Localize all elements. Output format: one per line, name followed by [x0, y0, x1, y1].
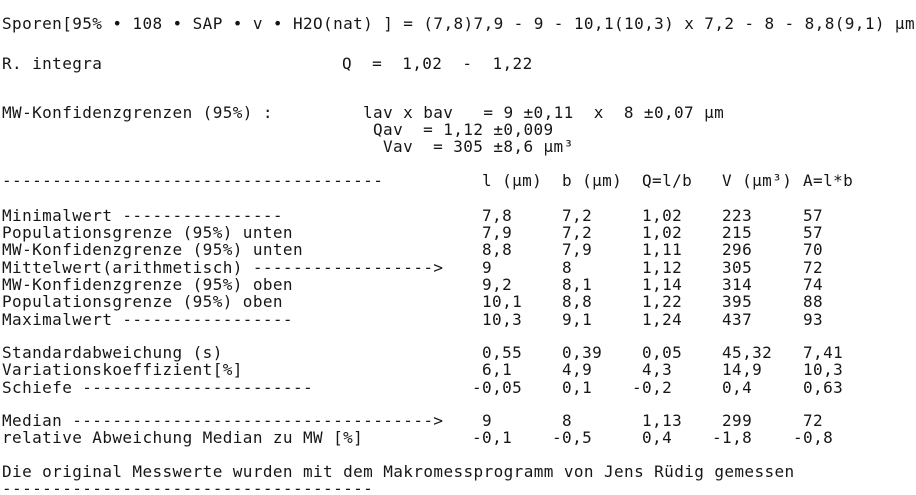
confidence-label: MW-Konfidenzgrenzen (95%) :: [2, 103, 273, 122]
cell-a: 7,41: [803, 343, 844, 362]
row-label: Standardabweichung (s): [2, 343, 223, 362]
cell-q: 1,22: [642, 292, 683, 311]
column-header-a: A=l*b: [803, 171, 854, 190]
table-row: [2, 428, 916, 446]
cell-l: 7,9: [482, 223, 513, 242]
cell-v: 395: [722, 292, 753, 311]
table-row-median: [2, 411, 916, 429]
cell-q: 1,02: [642, 223, 683, 242]
cell-v: 437: [722, 310, 753, 329]
vav-line: [2, 137, 916, 155]
cell-b: 0,39: [562, 343, 603, 362]
cell-b: 4,9: [562, 360, 593, 379]
table-header-row: [2, 171, 916, 189]
cell-b: 8,1: [562, 275, 593, 294]
cell-b: 8: [562, 258, 573, 277]
column-header-v: V (µm³): [722, 171, 793, 190]
column-header-l: l (µm): [482, 171, 543, 190]
cell-v: -1,8: [712, 428, 753, 447]
cell-q: -0,2: [632, 378, 673, 397]
row-label: Median ------------------------------------>: [2, 411, 444, 430]
cell-b: 7,2: [562, 206, 593, 225]
cell-q: 1,12: [642, 258, 683, 277]
confidence-line: [2, 103, 916, 121]
row-label: Schiefe -----------------------: [2, 378, 314, 397]
spore-dimension-summary: Sporen[95% • 108 • SAP • v • H2O(nat) ] = (7,8)7,9 - 9 - 10,1(10,3) x 7,2 - 8 - 8,8(9,1) µm: [2, 14, 915, 33]
cell-b: 7,9: [562, 240, 593, 259]
cell-v: 223: [722, 206, 753, 225]
cell-q: 1,13: [642, 411, 683, 430]
footer-line: [2, 462, 916, 480]
row-label: Mittelwert(arithmetisch) ------------------>: [2, 258, 444, 277]
cell-b: -0,5: [552, 428, 593, 447]
cell-q: 1,02: [642, 206, 683, 225]
column-header-b: b (µm): [562, 171, 623, 190]
cell-a: 57: [803, 223, 824, 242]
table-separator-top: --------------------------------------: [2, 171, 384, 190]
cell-l: 10,3: [482, 310, 523, 329]
cell-q: 4,3: [642, 360, 673, 379]
row-label: Minimalwert ----------------: [2, 206, 283, 225]
table-row: [2, 378, 916, 396]
cell-l: 0,55: [482, 343, 523, 362]
cell-a: 72: [803, 411, 824, 430]
cell-a: -0,8: [793, 428, 834, 447]
table-row: [2, 240, 916, 258]
row-label: Variationskoeffizient[%]: [2, 360, 243, 379]
cell-q: 1,11: [642, 240, 683, 259]
cell-l: 10,1: [482, 292, 523, 311]
lav-bav-value: lav x bav = 9 ±0,11 x 8 ±0,07 µm: [363, 103, 725, 122]
table-row: [2, 310, 916, 328]
bottom-separator-line: [2, 479, 916, 495]
table-row-mean: [2, 258, 916, 276]
cell-v: 305: [722, 258, 753, 277]
cell-b: 0,1: [562, 378, 593, 397]
vav-value: Vav = 305 ±8,6 µm³: [383, 137, 574, 156]
qav-value: Qav = 1,12 ±0,009: [373, 120, 554, 139]
cell-v: 296: [722, 240, 753, 259]
cell-v: 0,4: [722, 378, 753, 397]
table-row: [2, 223, 916, 241]
cell-a: 10,3: [803, 360, 844, 379]
cell-l: 7,8: [482, 206, 513, 225]
cell-a: 88: [803, 292, 824, 311]
cell-l: 8,8: [482, 240, 513, 259]
cell-a: 70: [803, 240, 824, 259]
cell-l: -0,05: [472, 378, 523, 397]
table-row: [2, 206, 916, 224]
table-row: [2, 360, 916, 378]
row-label: Populationsgrenze (95%) unten: [2, 223, 293, 242]
cell-v: 14,9: [722, 360, 763, 379]
cell-q: 0,05: [642, 343, 683, 362]
table-row: [2, 292, 916, 310]
cell-v: 299: [722, 411, 753, 430]
cell-a: 93: [803, 310, 824, 329]
cell-v: 215: [722, 223, 753, 242]
cell-a: 57: [803, 206, 824, 225]
table-row: [2, 343, 916, 361]
species-line: [2, 54, 916, 72]
qav-line: [2, 120, 916, 138]
cell-q: 1,14: [642, 275, 683, 294]
cell-a: 72: [803, 258, 824, 277]
cell-a: 74: [803, 275, 824, 294]
row-label: Maximalwert -----------------: [2, 310, 293, 329]
cell-b: 7,2: [562, 223, 593, 242]
cell-q: 1,24: [642, 310, 683, 329]
row-label: MW-Konfidenzgrenze (95%) unten: [2, 240, 303, 259]
column-header-q: Q=l/b: [642, 171, 693, 190]
cell-v: 45,32: [722, 343, 773, 362]
row-label: MW-Konfidenzgrenze (95%) oben: [2, 275, 293, 294]
measurement-source-note: Die original Messwerte wurden mit dem Makromessprogramm von Jens Rüdig gemessen: [2, 462, 795, 481]
table-row: [2, 275, 916, 293]
row-label: relative Abweichung Median zu MW [%]: [2, 428, 364, 447]
species-name: R. integra: [2, 54, 103, 73]
cell-a: 0,63: [803, 378, 844, 397]
cell-b: 9,1: [562, 310, 593, 329]
cell-q: 0,4: [642, 428, 673, 447]
cell-l: 6,1: [482, 360, 513, 379]
cell-l: 9,2: [482, 275, 513, 294]
cell-b: 8,8: [562, 292, 593, 311]
title-line: [2, 14, 916, 32]
cell-b: 8: [562, 411, 573, 430]
cell-v: 314: [722, 275, 753, 294]
q-ratio-range: Q = 1,02 - 1,22: [342, 54, 533, 73]
row-label: Populationsgrenze (95%) oben: [2, 292, 283, 311]
cell-l: 9: [482, 411, 493, 430]
cell-l: 9: [482, 258, 493, 277]
table-separator-bottom: -------------------------------------: [2, 479, 374, 495]
cell-l: -0,1: [472, 428, 513, 447]
